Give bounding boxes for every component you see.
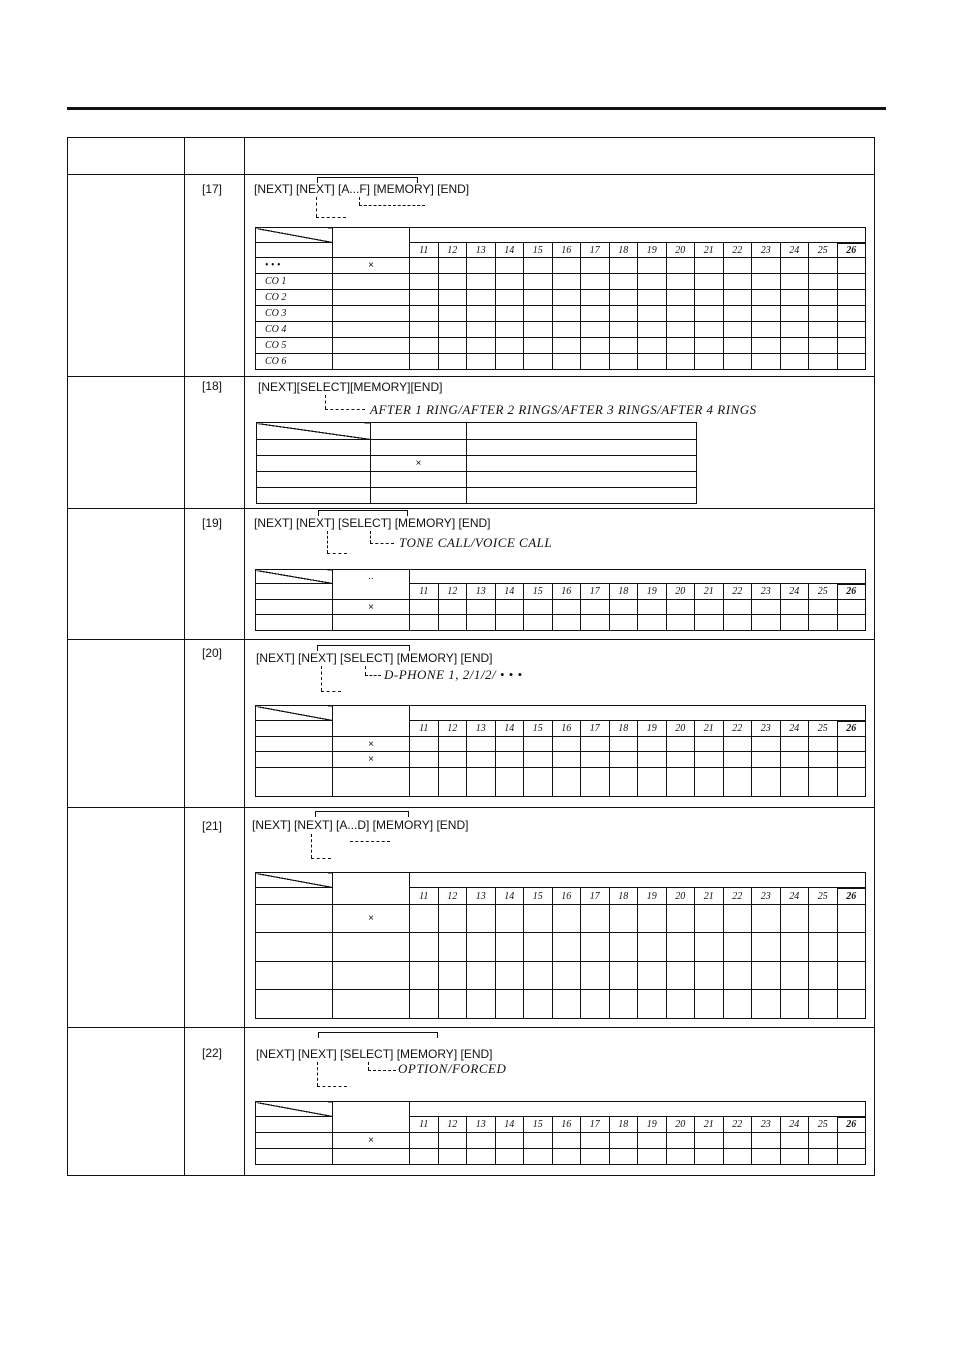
table-row [256, 737, 866, 752]
port-13: 13 [467, 243, 496, 258]
program-code: [22] [202, 1046, 223, 1060]
guide-line [321, 691, 341, 692]
option-list: AFTER 1 RING/AFTER 2 RINGS/AFTER 3 RINGS/AFTER 4 RINGS [370, 402, 757, 417]
header-diagonal [257, 423, 371, 440]
section-divider [68, 508, 874, 509]
default-mark: × [333, 905, 410, 933]
port-header-row: 11 12 13 14 15 16 17 18 19 20 21 22 23 24 25 26 [256, 721, 866, 737]
assignment-grid-22 [255, 1101, 866, 1165]
section-divider [68, 376, 874, 377]
loop-bracket [318, 1032, 438, 1038]
section-divider [68, 639, 874, 640]
table-row: • • • × [256, 258, 866, 274]
option-list: D-PHONE 1, 2/1/2/ • • • [384, 667, 523, 682]
guide-line [327, 553, 347, 554]
port-19: 19 [638, 243, 667, 258]
guide-line [359, 197, 360, 205]
option-list: OPTION/FORCED [398, 1061, 507, 1076]
guide-line [370, 531, 371, 543]
key-sequence: [NEXT] [NEXT] [SELECT] [MEMORY] [END] [254, 516, 491, 530]
key-sequence: [NEXT] [NEXT] [A...F] [MEMORY] [END] [254, 182, 470, 196]
top-rule [67, 107, 886, 110]
assignment-grid-17 [255, 227, 866, 370]
program-code: [21] [202, 819, 223, 833]
table-row [256, 768, 866, 797]
table-row: CO 6 [256, 354, 866, 370]
port-18: 18 [609, 243, 638, 258]
default-mark: × [333, 1133, 410, 1149]
table-row [256, 1133, 866, 1149]
guide-line [368, 1070, 396, 1071]
assignment-grid-19: .. 11 12 13 14 15 16 17 18 19 20 21 22 23 24 25 26 × [255, 569, 866, 631]
guide-line [317, 1062, 318, 1086]
table-row [256, 600, 866, 615]
key-sequence: [NEXT][SELECT][MEMORY][END] [258, 380, 443, 394]
assignment-grid-20 [255, 705, 866, 797]
loop-bracket [315, 811, 409, 817]
program-code: [20] [202, 646, 223, 660]
port-14: 14 [495, 243, 524, 258]
table-row [257, 456, 697, 472]
table-row: CO 3 [256, 306, 866, 322]
table-row: CO 1 [256, 274, 866, 290]
table-row [256, 1149, 866, 1165]
table-row: CO 5 [256, 338, 866, 354]
port-header-row: 11 12 13 14 15 16 17 18 19 20 21 22 23 24 25 26 [256, 1117, 866, 1133]
header-divider [68, 174, 874, 175]
guide-line [350, 841, 390, 842]
column-divider [184, 138, 185, 1175]
guide-line [316, 197, 317, 217]
header-diagonal [256, 570, 333, 584]
guide-line [317, 1086, 347, 1087]
assignment-grid-21 [255, 872, 866, 1019]
port-15: 15 [524, 243, 553, 258]
port-23: 23 [752, 243, 781, 258]
table-row [257, 440, 697, 456]
port-17: 17 [581, 243, 610, 258]
guide-line [370, 543, 394, 544]
section-divider [68, 1027, 874, 1028]
guide-line [365, 675, 381, 676]
program-code: [19] [202, 516, 223, 530]
default-mark: × [333, 600, 410, 615]
key-sequence: [NEXT] [NEXT] [SELECT] [MEMORY] [END] [256, 1047, 493, 1061]
table-row [256, 752, 866, 768]
port-25: 25 [809, 243, 838, 258]
key-sequence: [NEXT] [NEXT] [SELECT] [MEMORY] [END] [256, 651, 493, 665]
section-divider [68, 807, 874, 808]
guide-line [325, 409, 365, 410]
header-diagonal [256, 706, 333, 721]
guide-line [311, 834, 312, 858]
header-diagonal [256, 873, 333, 888]
guide-line [311, 858, 331, 859]
program-code: [17] [202, 182, 223, 196]
table-row: CO 4 [256, 322, 866, 338]
table-row [256, 962, 866, 990]
table-row [257, 488, 697, 504]
port-26: 26 [837, 243, 866, 258]
guide-line [316, 217, 346, 218]
option-list: TONE CALL/VOICE CALL [399, 535, 553, 550]
header-diagonal [256, 1102, 333, 1117]
header-diagonal [256, 228, 333, 243]
table-row [257, 472, 697, 488]
port-header-row: 11 12 13 14 15 16 17 18 19 20 21 22 23 24 25 26 [256, 584, 866, 600]
default-mark: × [333, 737, 410, 752]
default-mark: × [333, 752, 410, 768]
guide-line [368, 1062, 369, 1070]
guide-line [327, 531, 328, 553]
port-11: 11 [410, 243, 439, 258]
port-24: 24 [780, 243, 809, 258]
table-row [256, 905, 866, 933]
guide-line [325, 395, 326, 409]
table-row [256, 933, 866, 962]
port-20: 20 [666, 243, 695, 258]
port-16: 16 [552, 243, 581, 258]
default-mark: × [371, 456, 467, 472]
key-sequence: [NEXT] [NEXT] [A...D] [MEMORY] [END] [252, 818, 469, 832]
port-12: 12 [438, 243, 467, 258]
default-mark: × [333, 258, 410, 274]
column-divider [244, 138, 245, 1175]
table-row: CO 2 [256, 290, 866, 306]
guide-line [359, 205, 425, 206]
port-header-row: 11 12 13 14 15 16 17 18 19 20 21 22 23 24 25 26 [256, 888, 866, 905]
program-code: [18] [202, 379, 223, 393]
table-row [256, 615, 866, 631]
guide-line [321, 666, 322, 691]
table-row [256, 990, 866, 1019]
guide-line [365, 666, 366, 675]
port-header-row [256, 243, 866, 258]
assignment-grid-18 [256, 422, 697, 504]
port-22: 22 [723, 243, 752, 258]
port-21: 21 [695, 243, 724, 258]
